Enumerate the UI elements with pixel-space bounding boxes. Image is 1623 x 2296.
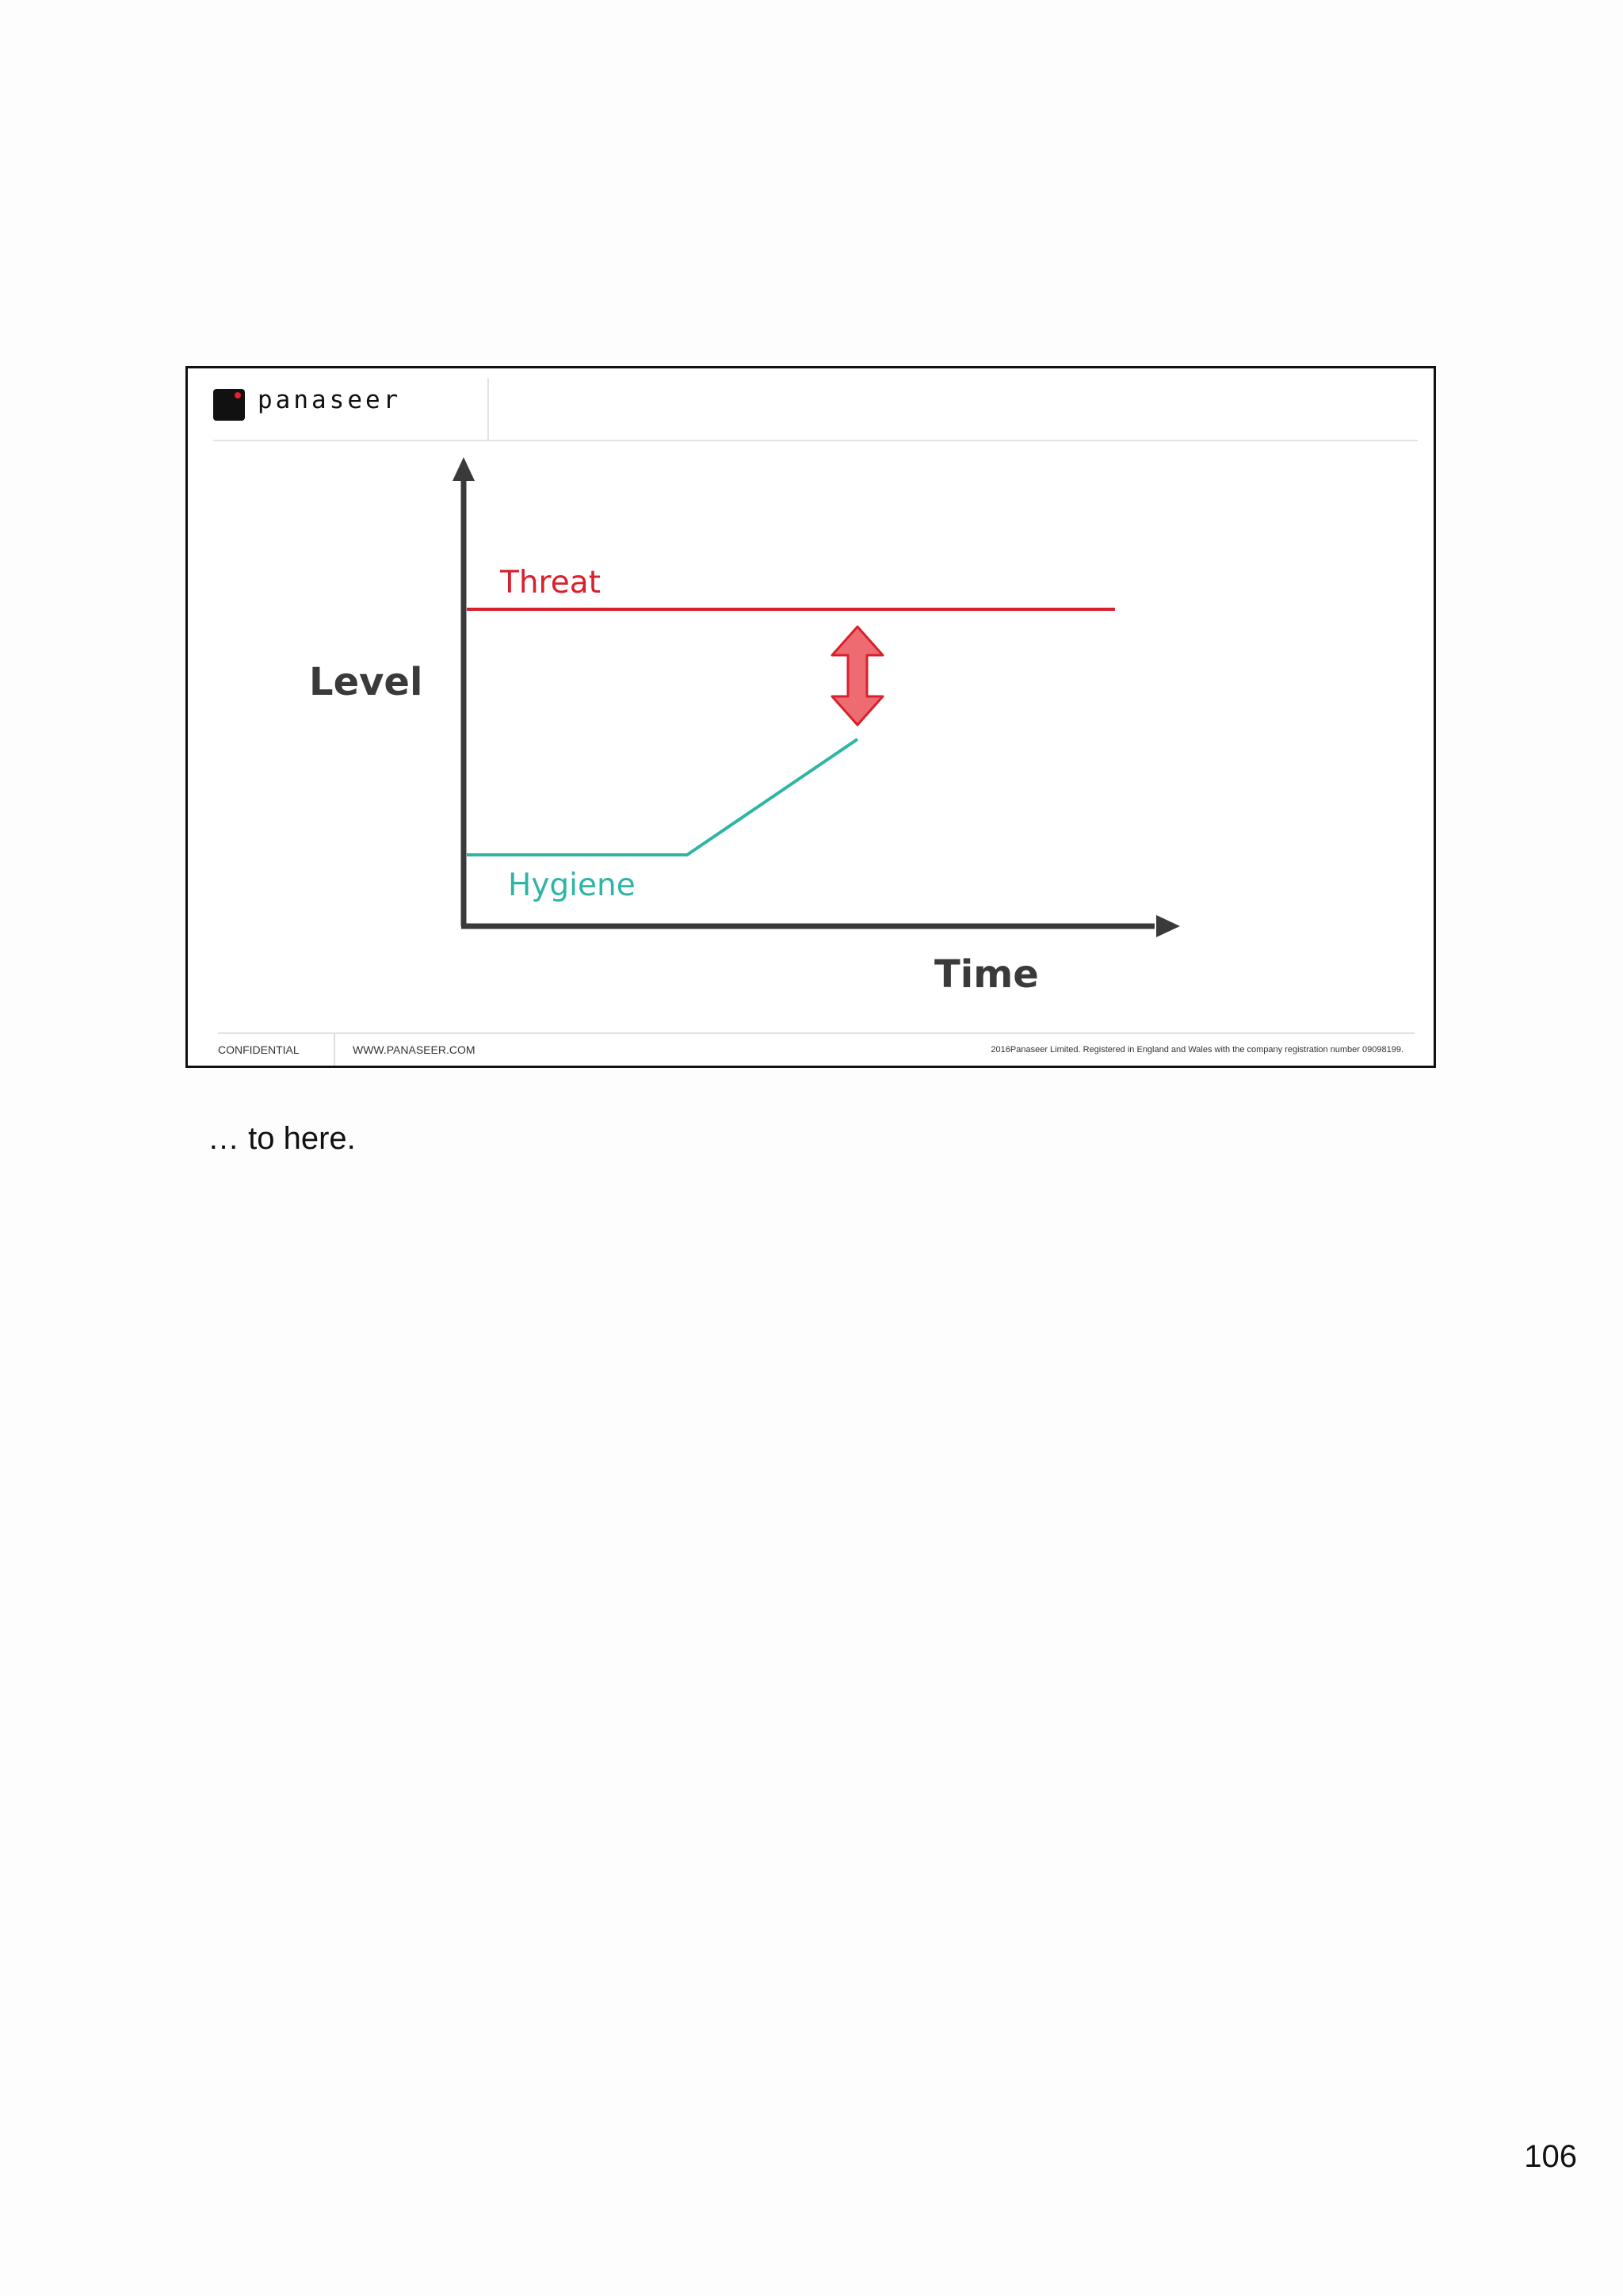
brand-name: panaseer	[258, 386, 402, 414]
gap-double-arrow-icon	[832, 627, 883, 725]
hygiene-line	[467, 739, 857, 855]
threat-hygiene-diagram	[188, 368, 1434, 1066]
copyright-notice: 2016Panaseer Limited. Registered in England and Wales with the company registration number 09098199.	[991, 1045, 1403, 1055]
caption-text: … to here.	[208, 1121, 356, 1156]
slide-footer	[218, 1032, 1415, 1066]
hygiene-label: Hygiene	[508, 868, 636, 903]
footer-divider	[334, 1034, 335, 1066]
confidential-label: CONFIDENTIAL	[218, 1043, 300, 1056]
website-link[interactable]: WWW.PANASEER.COM	[353, 1043, 475, 1056]
x-axis-label: Time	[934, 952, 1039, 997]
y-axis-label: Level	[309, 660, 423, 704]
threat-label: Threat	[500, 565, 601, 601]
page-number: 106	[1524, 2139, 1577, 2174]
x-axis-arrowhead-icon	[1156, 915, 1180, 937]
y-axis-arrowhead-icon	[453, 457, 475, 481]
slide	[185, 366, 1436, 1068]
